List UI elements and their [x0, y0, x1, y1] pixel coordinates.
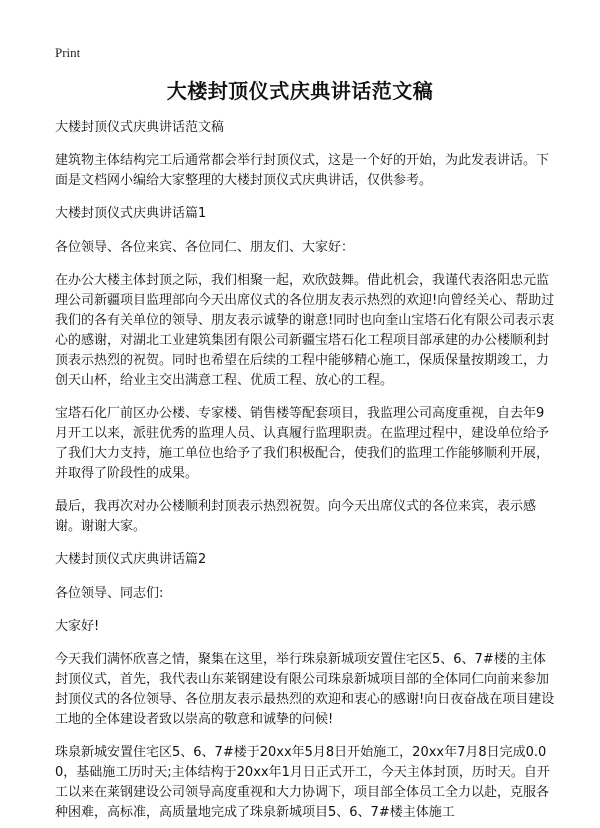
document-body	[55, 118, 555, 828]
salutation-paragraph: 各位领导、各位来宾、各位同仁、朋友们、大家好：	[55, 240, 355, 255]
intro-paragraph: 建筑物主体结构完工后通常都会举行封顶仪式，这是一个好的开始，为此发表讲话。下面是文档网小编给大家整理的大楼封顶仪式庆典讲话，仅供参考。	[55, 153, 550, 188]
body-paragraph: 在办公大楼主体封顶之际，我们相聚一起，欢欣鼓舞。借此机会，我谨代表洛阳忠元监理公司新疆项目监理部向今天出席仪式的各位朋友表示热烈的欢迎!向曾经关心、帮助过我们的各有关单位的领导、朋友表示诚挚的谢意!同时也向奎山宝塔石化有限公司表示衷心的感谢，对湖北工业建筑集团有限公司新疆宝塔石化工程项目部承建的办公楼顺利封顶表示热烈的祝贺。同时也希望在后续的工程中能够精心施工，保质保量按期竣工，力创天山杯，给业主交出满意工程、优质工程、放心的工程。	[55, 273, 555, 388]
body-paragraph: 今天我们满怀欣喜之情，聚集在这里，举行珠泉新城项安置住宅区5、6、7#楼的主体封顶仪式，首先，我代表山东莱钢建设有限公司珠泉新城项目部的全体同仁向前来参加封顶仪式的各位领导、各位朋友表示最热烈的欢迎和衷心的感谢!向日夜奋战在项目建设工地的全体建设者致以崇高的敬意和诚挚的问候!	[55, 652, 555, 727]
salutation-paragraph: 各位领导、同志们:	[55, 586, 164, 601]
print-link[interactable]: Print	[55, 45, 81, 60]
body-paragraph: 宝塔石化厂前区办公楼、专家楼、销售楼等配套项目，我监理公司高度重视，自去年9月开工以来，派驻优秀的监理人员、认真履行监理职责。在监理过程中，建设单位给予了我们大力支持，施工单位也给予了我们积极配合，使我们的监理工作能够顺利开展，并取得了阶段性的成果。	[55, 406, 550, 481]
section-heading-2: 大楼封顶仪式庆典讲话篇2	[55, 552, 207, 567]
greeting-paragraph: 大家好!	[55, 619, 100, 634]
page-title: 大楼封顶仪式庆典讲话范文稿	[166, 79, 434, 103]
closing-paragraph: 最后，我再次对办公楼顺利封顶表示热烈祝贺。向今天出席仪式的各位来宾，表示感谢。谢谢大家。	[55, 499, 537, 534]
body-paragraph: 珠泉新城安置住宅区5、6、7#楼于20xx年5月8日开始施工，20xx年7月8日完成0.00，基础施工历时天;主体结构于20xx年1月日正式开工，今天主体封顶，历时天。自开工以来在莱钢建设公司领导高度重视和大力协调下，项目部全体员工全力以赴，克服各种困难，高标准，高质量地完成了珠泉新城项目5、6、7#楼主体施工	[55, 745, 550, 820]
subtitle-paragraph: 大楼封顶仪式庆典讲话范文稿	[55, 120, 225, 135]
section-heading-1: 大楼封顶仪式庆典讲话篇1	[55, 206, 207, 221]
